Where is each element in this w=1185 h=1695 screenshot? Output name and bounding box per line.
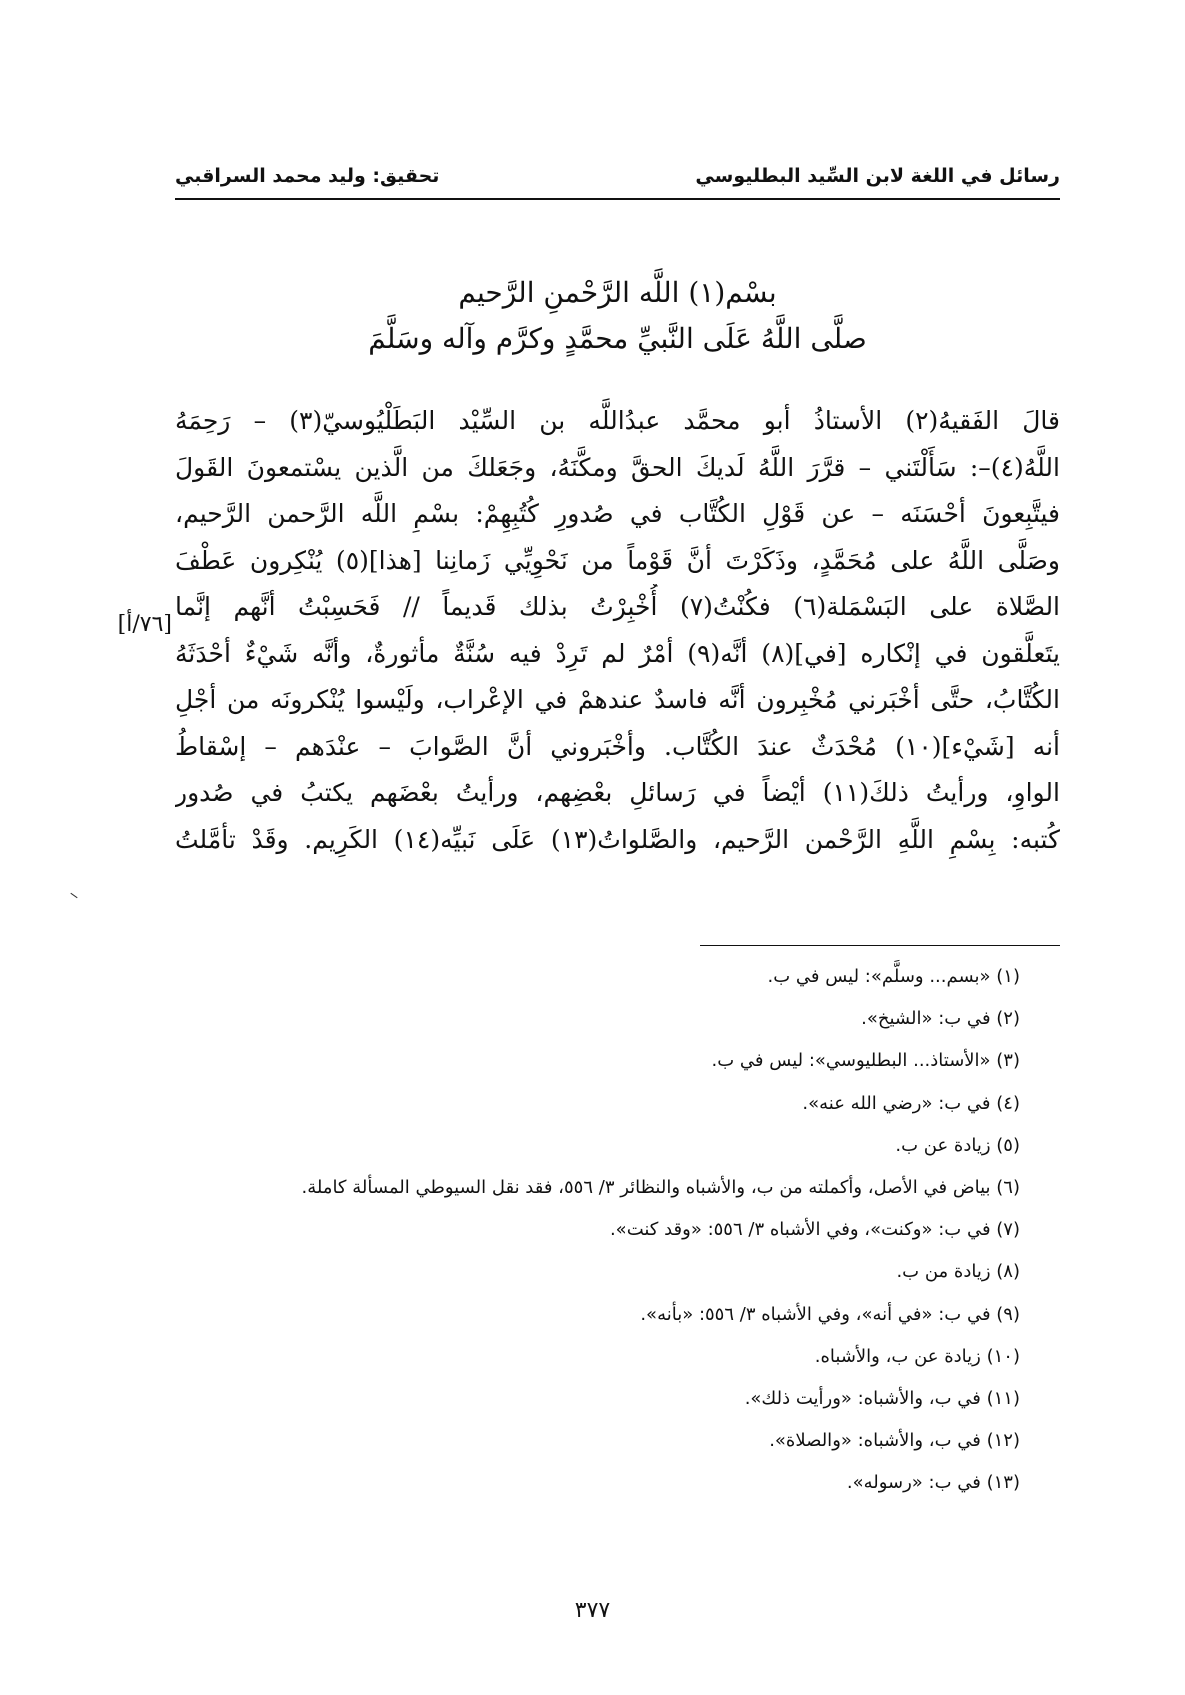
footnote: (٣) «الأستاذ... البطليوسي»: ليس في ب. (711, 1050, 1020, 1072)
footnote: (١٢) في ب، والأشباه: «والصلاة». (769, 1430, 1020, 1452)
footnote: (١) «بسم... وسلَّم»: ليس في ب. (767, 966, 1020, 987)
main-text (175, 398, 1060, 863)
text-line: الواوِ، ورأيتُ ذلكَ(١١) أيْضاً في رَسائلِ بعْضِهم، ورأيتُ بعْضَهم يكتبُ في صُدور (175, 778, 1060, 807)
footnote: (٧) في ب: «وكنت»، وفي الأشباه ٣/ ٥٥٦: «وقد كنت». (609, 1219, 1020, 1241)
opening-formula (175, 270, 1060, 362)
footnote: (٢) في ب: «الشيخ». (861, 1008, 1020, 1030)
running-header (175, 160, 1060, 192)
page-number: ٣٧٧ (574, 1598, 611, 1623)
book-title: رسائل في اللغة لابن السِّيد البطليوسي (695, 165, 1060, 187)
salawat-line: صلَّى اللَّهُ عَلَى النَّبيِّ محمَّدٍ وكرَّم وآله وسَلَّمَ (368, 322, 867, 355)
footnote: (٤) في ب: «رضي الله عنه». (802, 1092, 1020, 1114)
text-line: أنه [شَيْء](١٠) مُحْدَثٌ عندَ الكُتَّاب. وأخْبَروني أنَّ الصَّوابَ – عنْدَهم – إسْقاطُ (175, 731, 1060, 761)
manuscript-folio-marker: [٧٦/أ] (117, 612, 172, 637)
text-line: يتَعلَّقون في إنْكاره [في](٨) أنَّه(٩) أمْرٌ لم تَرِدْ فيه سُنَّةٌ مأثورةٌ، وأنَّه شَيْءٌ أحْدَثَهُ (175, 638, 1060, 668)
footnote: (١١) في ب، والأشباه: «ورأيت ذلك». (744, 1388, 1020, 1410)
footnote: (٨) زيادة من ب. (896, 1261, 1020, 1283)
footnotes-list (175, 956, 1060, 1505)
text-line: قالَ الفَقيهُ(٢) الأستاذُ أبو محمَّد عبدُاللَّه بن السِّيْد البَطَلْيُوسيّ(٣) – رَحِمَهُ (175, 406, 1060, 435)
footnote: (٩) في ب: «في أنه»، وفي الأشباه ٣/ ٥٥٦: «بأنه». (640, 1303, 1020, 1325)
footnote: (٥) زيادة عن ب. (895, 1134, 1020, 1156)
basmala-line: بسْم(١) اللَّه الرَّحْمنِ الرَّحيم (458, 276, 777, 309)
scan-mark (70, 893, 77, 898)
editor-credit: تحقيق: وليد محمد السراقبي (175, 165, 440, 187)
footnote-rule (700, 945, 1060, 946)
text-line: وصَلَّى اللَّهُ على مُحَمَّدٍ، وذَكَرْتَ أنَّ قَوْماً من نَحْوِيِّي زَمانِنا [هذا](٥) يُنْكِرون عَطْفَ (175, 545, 1060, 575)
footnote: (١٠) زيادة عن ب، والأشباه. (814, 1345, 1020, 1367)
footnote: (١٣) في ب: «رسوله». (846, 1472, 1020, 1494)
text-line: الكُتَّابُ، حتَّى أخْبَرني مُخْبِرون أنَّه فاسدٌ عندهمْ في الإعْراب، ولَيْسوا يُنْكرونَه من أجْلِ (175, 685, 1060, 714)
text-line: فيتَّبِعونَ أحْسَنَه – عن قَوْلِ الكُتَّاب في صُدورِ كُتُبِهِمْ: بسْمِ اللَّه الرَّحمن الرَّحيم، (175, 499, 1060, 528)
text-line: الصَّلاة على البَسْمَلة(٦) فكُنْتُ(٧) أُخْبِرْتُ بذلك قَديماً // فَحَسِبْتُ أنَّهم إنَّما (175, 592, 1060, 621)
header-rule (175, 198, 1060, 200)
text-line: اللَّهُ(٤)–: سَأَلْتَني – قرَّرَ اللَّهُ لَديكَ الحقَّ ومكَّنَهُ، وجَعَلكَ من الَّذين يسْتمعونَ القَولَ (175, 452, 1060, 482)
text-line: كُتبه: بِسْمِ اللَّهِ الرَّحْمن الرَّحيم، والصَّلواتُ(١٣) عَلَى نَبيِّه(١٤) الكَرِيم. وقَدْ تأمَّلتُ (175, 824, 1060, 854)
footnote: (٦) بياض في الأصل، وأكملته من ب، والأشباه والنظائر ٣/ ٥٥٦، فقد نقل السيوطي المسألة كاملة. (301, 1177, 1020, 1199)
